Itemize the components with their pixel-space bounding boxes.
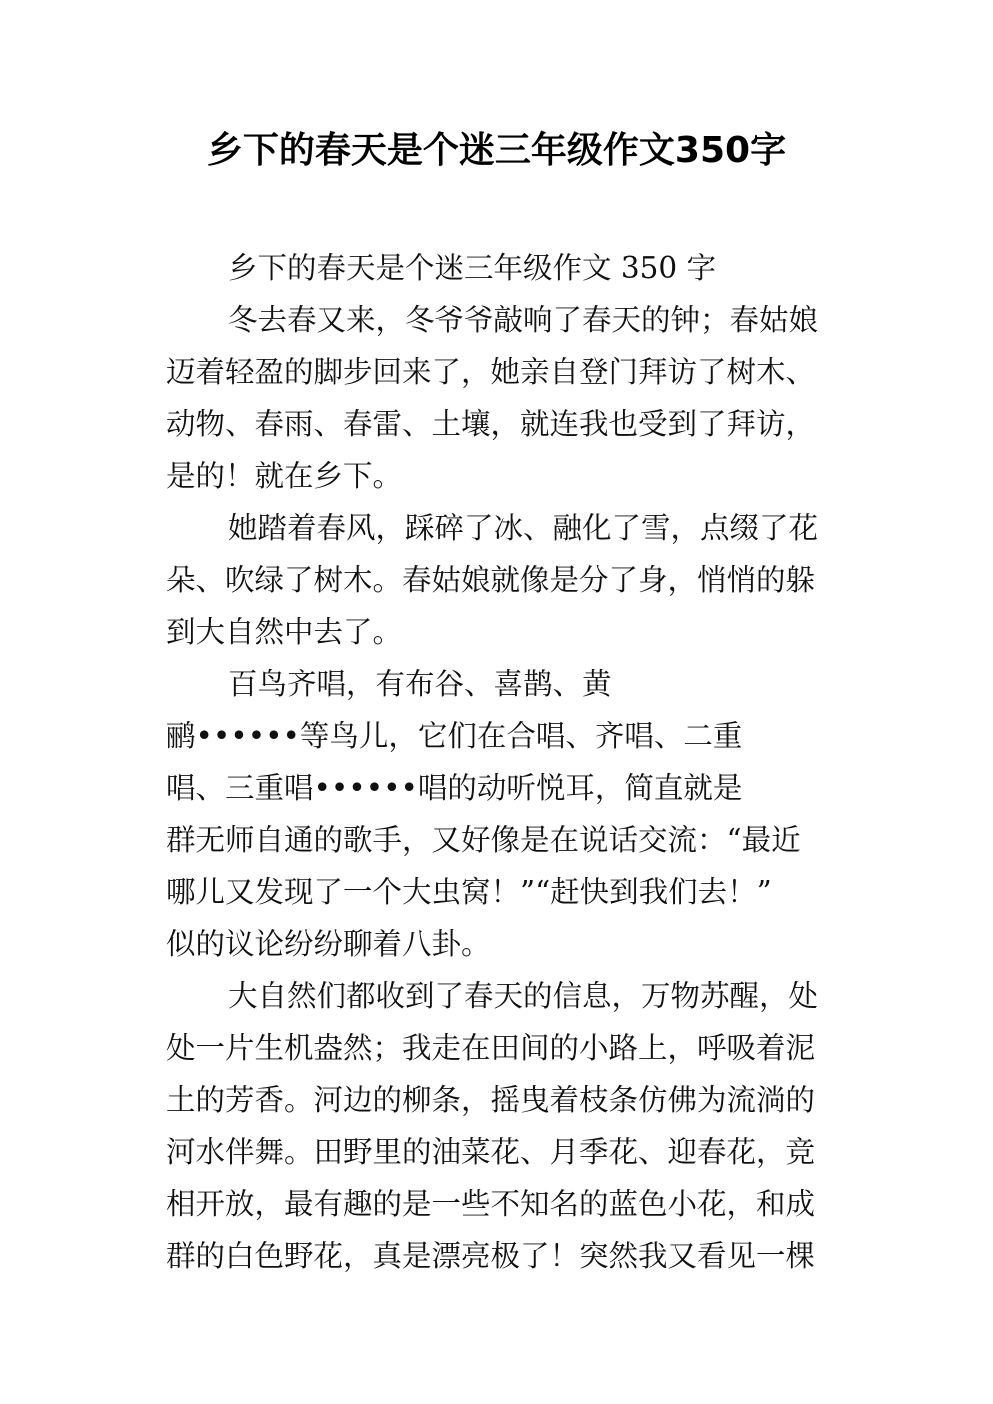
text-line: 百鸟齐唱，有布谷、喜鹊、黄 bbox=[228, 667, 612, 701]
text-line: 到大自然中去了。 bbox=[166, 615, 403, 649]
text-line: 朵、吹绿了树木。春姑娘就像是分了身，悄悄的躲 bbox=[166, 563, 816, 597]
text-line: 相开放，最有趣的是一些不知名的蓝色小花，和成 bbox=[166, 1187, 816, 1221]
text-line: 哪儿又发现了一个大虫窝！”“赶快到我们去！” bbox=[166, 875, 772, 909]
text-line: 河水伴舞。田野里的油菜花、月季花、迎春花，竞 bbox=[166, 1135, 816, 1169]
text-line: 处一片生机盎然；我走在田间的小路上，呼吸着泥 bbox=[166, 1031, 816, 1065]
text-line: 群的白色野花，真是漂亮极了！突然我又看见一棵 bbox=[166, 1239, 816, 1273]
text-line: 似的议论纷纷聊着八卦。 bbox=[166, 927, 491, 961]
text-line: 她踏着春风，踩碎了冰、融化了雪，点缀了花 bbox=[228, 511, 819, 545]
text-line: 乡下的春天是个迷三年级作文 350 字 bbox=[228, 251, 717, 285]
document-body bbox=[166, 242, 836, 1282]
text-line: 动物、春雨、春雷、土壤，就连我也受到了拜访， bbox=[166, 407, 816, 441]
text-line: 群无师自通的歌手，又好像是在说话交流：“最近 bbox=[166, 823, 801, 857]
text-line: 唱、三重唱••••••唱的动听悦耳，简直就是 bbox=[166, 771, 743, 805]
text-line: 大自然们都收到了春天的信息，万物苏醒，处 bbox=[228, 979, 819, 1013]
document-title: 乡下的春天是个迷三年级作文350字 bbox=[206, 130, 787, 171]
text-line: 是的！就在乡下。 bbox=[166, 459, 403, 493]
text-line: 土的芳香。河边的柳条，摇曳着枝条仿佛为流淌的 bbox=[166, 1083, 816, 1117]
text-line: 迈着轻盈的脚步回来了，她亲自登门拜访了树木、 bbox=[166, 355, 816, 389]
text-line: 冬去春又来，冬爷爷敲响了春天的钟；春姑娘 bbox=[228, 303, 819, 337]
text-line: 鹂••••••等鸟儿，它们在合唱、齐唱、二重 bbox=[166, 719, 743, 753]
